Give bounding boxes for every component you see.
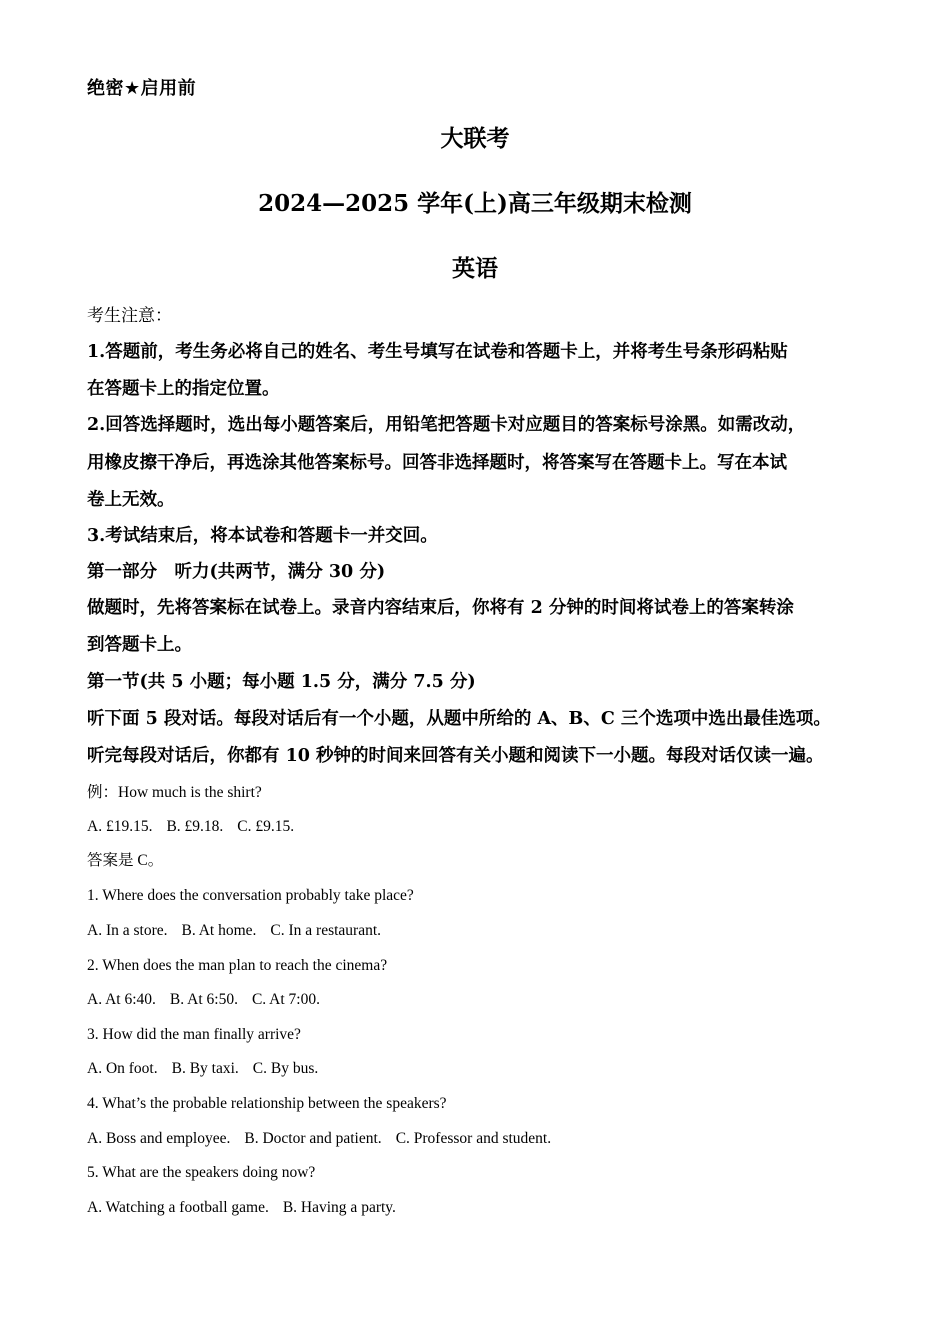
example-options xyxy=(87,817,308,837)
confidential-label: 绝密★启用前 xyxy=(87,78,197,99)
option: B. By taxi. xyxy=(171,1060,239,1077)
notice-item: 1.答题前，考生务必将自己的姓名、考生号填写在试卷和答题卡上，并将考生号条形码粘贴 xyxy=(87,342,788,362)
question: 5. What are the speakers doing now? xyxy=(87,1164,316,1181)
option: A. Watching a football game. xyxy=(87,1199,269,1216)
option: C. £9.15. xyxy=(237,818,295,835)
option: C. In a restaurant. xyxy=(270,922,382,939)
notice-item: 2.回答选择题时，选出每小题答案后，用铅笔把答题卡对应题目的答案标号涂黑。如需改动， xyxy=(87,415,806,435)
question: 1. Where does the conversation probably take place? xyxy=(87,887,414,904)
option: A. £19.15. xyxy=(87,818,153,835)
section-heading: 第一节(共 5 小题；每小题 1.5 分，满分 7.5 分) xyxy=(87,672,476,692)
notice-heading: 考生注意： xyxy=(87,306,172,326)
option: B. At 6:50. xyxy=(169,991,238,1008)
option: A. In a store. xyxy=(87,922,168,939)
section-instruction: 听下面 5 段对话。每段对话后有一个小题，从题中所给的 A、B、C 三个选项中选出最佳选项。 xyxy=(87,709,831,729)
question-options xyxy=(87,921,395,941)
question-options xyxy=(87,990,334,1010)
question-options xyxy=(87,1129,565,1149)
question-options xyxy=(87,1059,332,1079)
option: C. By bus. xyxy=(252,1060,319,1077)
question-options xyxy=(87,1198,410,1218)
subject-title: 英语 xyxy=(452,255,498,282)
example-answer: 答案是 C。 xyxy=(87,852,164,869)
section-instruction: 听完每段对话后，你都有 10 秒钟的时间来回答有关小题和阅读下一小题。每段对话仅读一遍。 xyxy=(87,746,824,766)
question: 2. When does the man plan to reach the cinema? xyxy=(87,957,388,974)
option: A. Boss and employee. xyxy=(87,1130,231,1147)
part-heading: 第一部分 听力(共两节，满分 30 分) xyxy=(87,562,386,582)
example-question: 例：How much is the shirt? xyxy=(87,784,262,801)
option: B. At home. xyxy=(181,922,257,939)
part-instruction: 到答题卡上。 xyxy=(87,635,192,655)
exam-title: 大联考 xyxy=(440,125,510,152)
part-instruction: 做题时，先将答案标在试卷上。录音内容结束后，你将有 2 分钟的时间将试卷上的答案转涂 xyxy=(87,598,794,618)
option: A. On foot. xyxy=(87,1060,158,1077)
notice-item: 3.考试结束后，将本试卷和答题卡一并交回。 xyxy=(87,526,438,546)
option: B. Having a party. xyxy=(282,1199,396,1216)
notice-item: 卷上无效。 xyxy=(87,490,175,510)
option: B. £9.18. xyxy=(166,818,224,835)
notice-item: 在答题卡上的指定位置。 xyxy=(87,379,280,399)
option: B. Doctor and patient. xyxy=(244,1130,382,1147)
notice-item: 用橡皮擦干净后，再选涂其他答案标号。回答非选择题时，将答案写在答题卡上。写在本试 xyxy=(87,453,787,473)
option: A. At 6:40. xyxy=(87,991,156,1008)
question: 3. How did the man finally arrive? xyxy=(87,1026,301,1043)
exam-subtitle: 2024—2025 学年(上)高三年级期末检测 xyxy=(258,190,692,217)
option: C. At 7:00. xyxy=(251,991,320,1008)
option: C. Professor and student. xyxy=(395,1130,552,1147)
question: 4. What’s the probable relationship between the speakers? xyxy=(87,1095,447,1112)
